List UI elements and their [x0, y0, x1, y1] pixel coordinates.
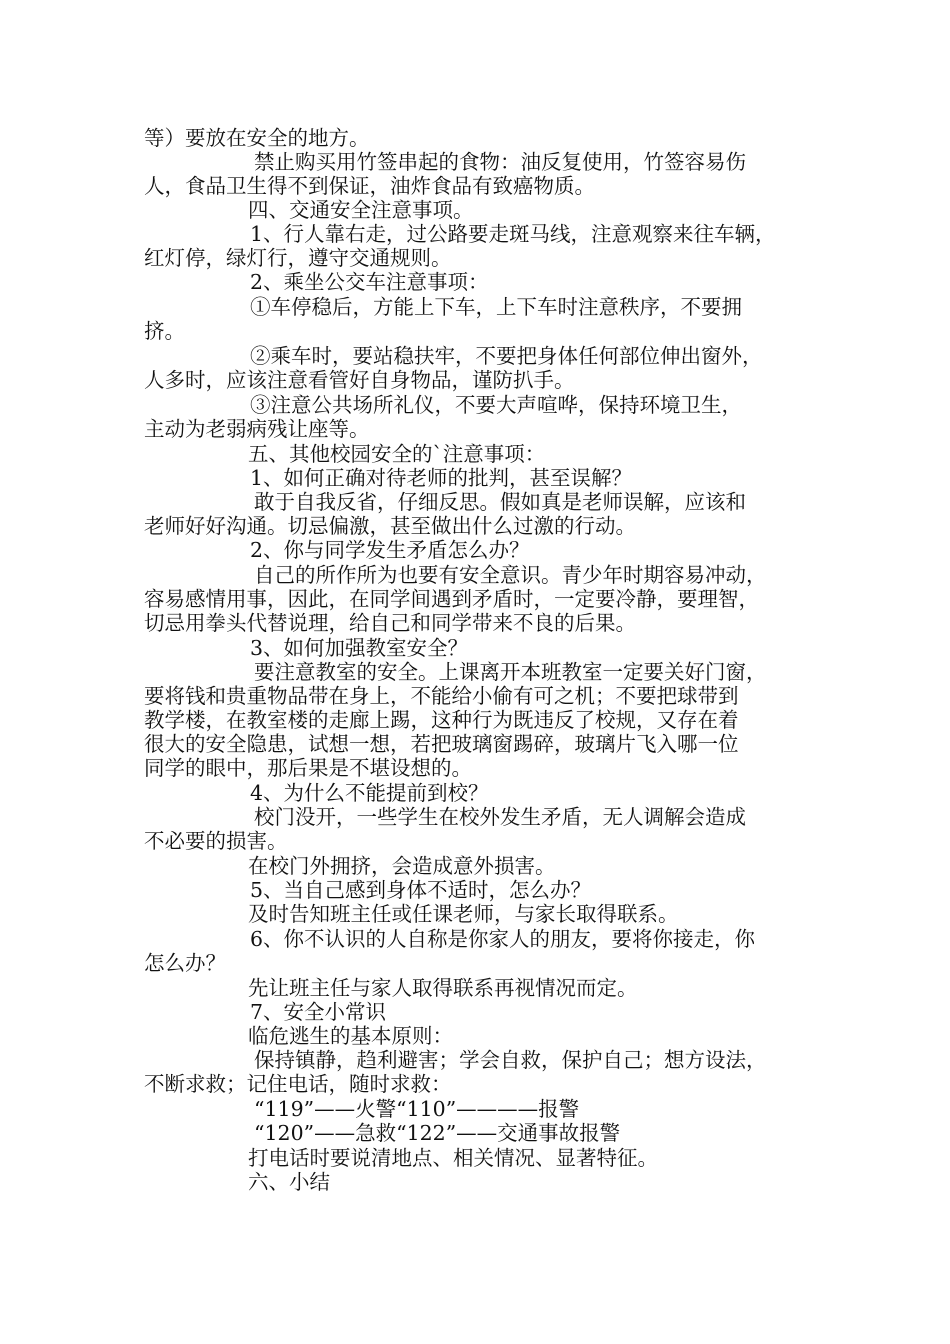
section-heading: 六、小结: [248, 1170, 330, 1194]
text-line: ③注意公共场所礼仪，不要大声喧哗，保持环境卫生，: [250, 393, 742, 417]
text-line: 先让班主任与家人取得联系再视情况而定。: [248, 976, 638, 1000]
section-heading: 四、交通安全注意事项。: [248, 198, 474, 222]
text-line: 保持镇静，趋利避害；学会自救，保护自己；想方设法，: [254, 1048, 767, 1072]
text-line: 打电话时要说清地点、相关情况、显著特征。: [248, 1146, 658, 1170]
text-line: 5、当自己感到身体不适时，怎么办？: [250, 878, 592, 902]
text-line: 4、为什么不能提前到校？: [250, 781, 489, 805]
text-line: 自己的所作所为也要有安全意识。青少年时期容易冲动，: [254, 563, 767, 587]
text-line: 不断求救；记住电话，随时求救：: [144, 1072, 452, 1096]
text-line: “119”——火警“110”————报警: [254, 1097, 580, 1121]
text-line: 人多时，应该注意看管好自身物品，谨防扒手。: [144, 368, 575, 392]
text-line: ①车停稳后，方能上下车，上下车时注意秩序，不要拥: [250, 295, 742, 319]
text-line: 切忌用拳头代替说理，给自己和同学带来不良的后果。: [144, 611, 636, 635]
text-line: 同学的眼中，那后果是不堪设想的。: [144, 756, 472, 780]
text-line: 临危逃生的基本原则：: [248, 1024, 453, 1048]
text-line: ②乘车时，要站稳扶牢，不要把身体任何部位伸出窗外，: [250, 344, 763, 368]
text-line: 及时告知班主任或任课老师，与家长取得联系。: [248, 902, 679, 926]
text-line: 要注意教室的安全。上课离开本班教室一定要关好门窗，: [254, 660, 767, 684]
text-line: “120”——急救“122”——交通事故报警: [254, 1121, 621, 1145]
text-line: 校门没开，一些学生在校外发生矛盾，无人调解会造成: [254, 805, 746, 829]
text-line: 1、如何正确对待老师的批判，甚至误解？: [250, 466, 633, 490]
text-line: 红灯停，绿灯行，遵守交通规则。: [144, 246, 452, 270]
text-line: 很大的安全隐患，试想一想，若把玻璃窗踢碎，玻璃片飞入哪一位: [144, 732, 739, 756]
text-line: 老师好好沟通。切忌偏激，甚至做出什么过激的行动。: [144, 514, 636, 538]
text-line: 不必要的损害。: [144, 829, 288, 853]
text-line: 要将钱和贵重物品带在身上，不能给小偷有可之机；不要把球带到: [144, 684, 739, 708]
text-line: 2、你与同学发生矛盾怎么办？: [250, 538, 530, 562]
text-line: 6、你不认识的人自称是你家人的朋友，要将你接走，你: [250, 927, 756, 951]
text-line: 挤。: [144, 319, 185, 343]
text-line: 禁止购买用竹签串起的食物：油反复使用，竹签容易伤: [254, 150, 746, 174]
text-line: 1、行人靠右走，过公路要走斑马线，注意观察来往车辆，: [250, 222, 776, 246]
text-line: 教学楼，在教室楼的走廊上踢，这种行为既违反了校规，又存在着: [144, 708, 739, 732]
text-line: 等）要放在安全的地方。: [144, 126, 370, 150]
text-line: 2、乘坐公交车注意事项：: [250, 270, 489, 294]
text-line: 怎么办？: [144, 951, 226, 975]
text-line: 在校门外拥挤，会造成意外损害。: [248, 854, 556, 878]
text-line: 容易感情用事，因此，在同学间遇到矛盾时，一定要冷静，要理智，: [144, 587, 759, 611]
text-line: 人，食品卫生得不到保证，油炸食品有致癌物质。: [144, 174, 595, 198]
text-line: 3、如何加强教室安全？: [250, 636, 469, 660]
section-heading: 五、其他校园安全的`注意事项：: [248, 442, 546, 466]
text-line: 主动为老弱病残让座等。: [144, 417, 370, 441]
text-line: 敢于自我反省，仔细反思。假如真是老师误解，应该和: [254, 490, 746, 514]
text-line: 7、安全小常识: [250, 1000, 387, 1024]
